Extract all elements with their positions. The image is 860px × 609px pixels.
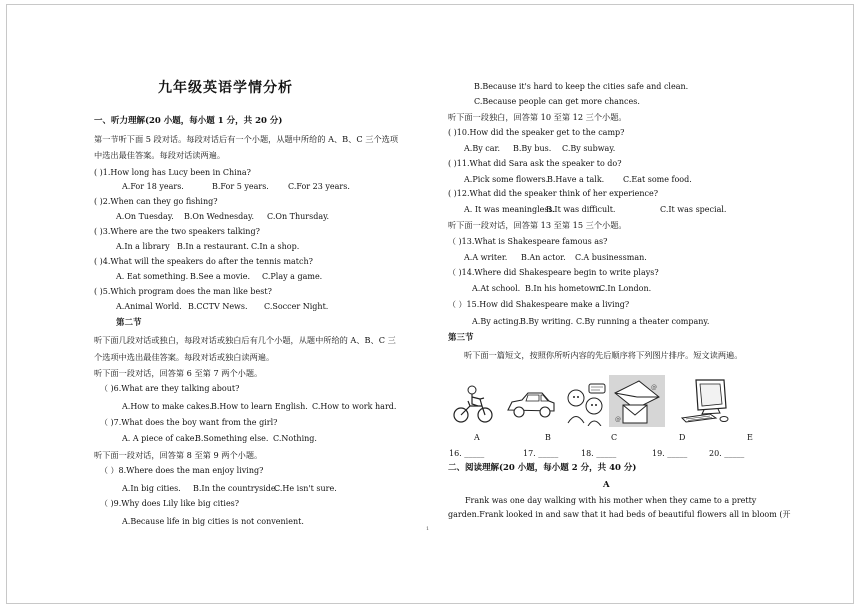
option-c: C.Nothing.	[273, 434, 317, 443]
people-talking-icon	[563, 382, 609, 426]
option-a: A.For 18 years.	[122, 182, 184, 191]
section1-intro: 第一节听下面 5 段对话。每段对话后有一个小题，从题中所给的 A、B、C 三个选项	[94, 134, 399, 144]
option-a: A.A writer.	[464, 253, 508, 262]
picture-label-a: A	[474, 433, 480, 442]
question-11-options	[464, 175, 692, 185]
question-5-options	[116, 302, 328, 312]
question-8-options	[122, 484, 337, 494]
option-a: A.Pick some flowers.	[464, 175, 549, 184]
question-8: （ ）8.Where does the man enjoy living?	[100, 466, 264, 475]
question-12: ( )12.What did the speaker think of her experience?	[448, 189, 658, 198]
option-c: C.By subway.	[562, 144, 616, 153]
question-9: （ )9.Why does Lily like big cities?	[100, 499, 240, 508]
option-c: C.By running a theater company.	[576, 317, 710, 326]
question-13-options	[464, 253, 647, 263]
section3-heading: 第三节	[448, 333, 474, 343]
question-1: ( )1.How long has Lucy been in China?	[94, 168, 251, 177]
option-b: B.In the countryside.	[193, 484, 279, 493]
option-b: B.On Wednesday.	[184, 212, 254, 221]
picture-label-e: E	[747, 433, 753, 442]
option-c: C.For 23 years.	[288, 182, 350, 191]
question-11: ( )11.What did Sara ask the speaker to do?	[448, 159, 622, 168]
option-a: A. Eat something.	[116, 272, 189, 281]
page-title: 九年级英语学情分析	[158, 80, 293, 96]
question-12-options	[464, 205, 726, 215]
section3-intro: 听下面一篇短文，按照你所听内容的先后顺序将下列图片排序。短文读两遍。	[464, 350, 743, 360]
option-a: A.How to make cakes.	[122, 402, 213, 411]
option-b: B.Have a talk.	[547, 175, 605, 184]
option-b: B.Something else.	[195, 434, 269, 443]
answer-blank-18[interactable]: 18. _____	[581, 449, 617, 458]
question-7-options	[122, 434, 317, 444]
picture-label-c: C	[611, 433, 618, 442]
question-9-option-c: C.Because people can get more chances.	[474, 97, 640, 106]
question-10-options	[464, 144, 615, 154]
question-10: ( )10.How did the speaker get to the camp?	[448, 128, 625, 137]
option-a: A.In big cities.	[122, 484, 181, 493]
option-a: A.In a library	[116, 242, 170, 251]
page-number: 1	[426, 526, 430, 532]
option-c: C.He isn't sure.	[274, 484, 337, 493]
question-13: （ )13.What is Shakespeare famous as?	[448, 237, 608, 246]
picture-label-d: D	[679, 433, 686, 442]
question-2: ( )2.When can they go fishing?	[94, 197, 218, 206]
question-15-options	[472, 317, 709, 327]
part1-heading: 一、听力理解(20 小题，每小题 1 分，共 20 分)	[94, 116, 283, 126]
option-a: A.On Tuesday.	[116, 212, 174, 221]
answer-blank-19[interactable]: 19. _____	[652, 449, 688, 458]
question-5: ( )5.Which program does the man like best?	[94, 287, 272, 296]
option-a: A.Animal World.	[116, 302, 182, 311]
question-2-options	[116, 212, 329, 222]
option-c: C.A businessman.	[575, 253, 647, 262]
option-a: A.At school.	[472, 284, 521, 293]
question-14-options	[472, 284, 651, 294]
part2-heading: 二、阅读理解(20 小题，每小题 2 分，共 40 分)	[448, 463, 637, 473]
option-c: C.Eat some food.	[623, 175, 692, 184]
question-9-option-a: A.Because life in big cities is not convenient.	[122, 517, 304, 526]
answer-blank-16[interactable]: 16. _____	[449, 449, 485, 458]
computer-icon	[680, 378, 730, 424]
option-c: C.On Thursday.	[267, 212, 330, 221]
option-b: B.By writing.	[520, 317, 574, 326]
option-b: B.In a restaurant.	[177, 242, 249, 251]
car-icon	[506, 390, 556, 420]
question-3: ( )3.Where are the two speakers talking?	[94, 227, 260, 236]
monologue-10-12-instruction: 听下面一段独白，回答第 10 至第 12 三个小题。	[448, 112, 627, 122]
passage-line-2: garden.Frank looked in and saw that it had beds of beautiful flowers all in bloom (开	[448, 510, 791, 519]
option-a: A. A piece of cake.	[122, 434, 198, 443]
bicycle-child-icon	[452, 384, 494, 424]
section2-intro-cont: 个选项中选出最佳答案。每段对话或独白读两遍。	[94, 352, 275, 362]
dialog-6-7-instruction: 听下面一段对话，回答第 6 至第 7 两个小题。	[94, 368, 263, 378]
svg-text:@: @	[651, 384, 657, 391]
question-6-options	[122, 402, 396, 412]
passage-label: A	[603, 480, 610, 490]
option-b: B.For 5 years.	[212, 182, 269, 191]
question-14: （ )14.Where did Shakespeare begin to write plays?	[448, 268, 659, 277]
option-b: B.How to learn English.	[211, 402, 308, 411]
envelope-icon	[609, 375, 665, 427]
question-6: （ )6.What are they talking about?	[100, 384, 240, 393]
option-b: B.In his hometown.	[525, 284, 604, 293]
answer-blank-17[interactable]: 17. _____	[523, 449, 559, 458]
question-4-options	[116, 272, 322, 282]
question-7: （ )7.What does the boy want from the girl?	[100, 418, 278, 427]
option-c: C.How to work hard.	[312, 402, 397, 411]
option-c: C.In London.	[599, 284, 652, 293]
section2-heading: 第二节	[116, 318, 142, 328]
question-3-options	[116, 242, 299, 252]
option-c: C.Play a game.	[262, 272, 323, 281]
question-9-option-b: B.Because it's hard to keep the cities safe and clean.	[474, 82, 689, 91]
option-b: B.It was difficult.	[546, 205, 616, 214]
svg-text:@: @	[615, 416, 621, 423]
picture-label-b: B	[545, 433, 551, 442]
option-a: A.By acting.	[472, 317, 522, 326]
option-b: B.See a movie.	[190, 272, 250, 281]
dialog-8-9-instruction: 听下面一段对话，回答第 8 至第 9 两个小题。	[94, 450, 263, 460]
option-b: B.By bus.	[513, 144, 552, 153]
option-c: C.It was special.	[660, 205, 727, 214]
passage-line-1: Frank was one day walking with his mother when they came to a pretty	[465, 496, 757, 505]
option-a: A.By car.	[464, 144, 500, 153]
section1-intro-cont: 中选出最佳答案。每段对话读两遍。	[94, 150, 226, 160]
option-c: C.In a shop.	[251, 242, 300, 251]
answer-blank-20[interactable]: 20. _____	[709, 449, 745, 458]
section2-intro: 听下面几段对话或独白，每段对话或独白后有几个小题，从题中所给的 A、B、C 三	[94, 335, 396, 345]
option-c: C.Soccer Night.	[264, 302, 329, 311]
question-15: （ ）15.How did Shakespeare make a living?	[448, 300, 630, 309]
option-b: B.An actor.	[521, 253, 566, 262]
dialog-13-15-instruction: 听下面一段对话，回答第 13 至第 15 三个小题。	[448, 220, 627, 230]
option-b: B.CCTV News.	[188, 302, 248, 311]
question-4: ( )4.What will the speakers do after the tennis match?	[94, 257, 313, 266]
question-1-options	[122, 182, 350, 192]
option-a: A. It was meaningless.	[464, 205, 556, 214]
